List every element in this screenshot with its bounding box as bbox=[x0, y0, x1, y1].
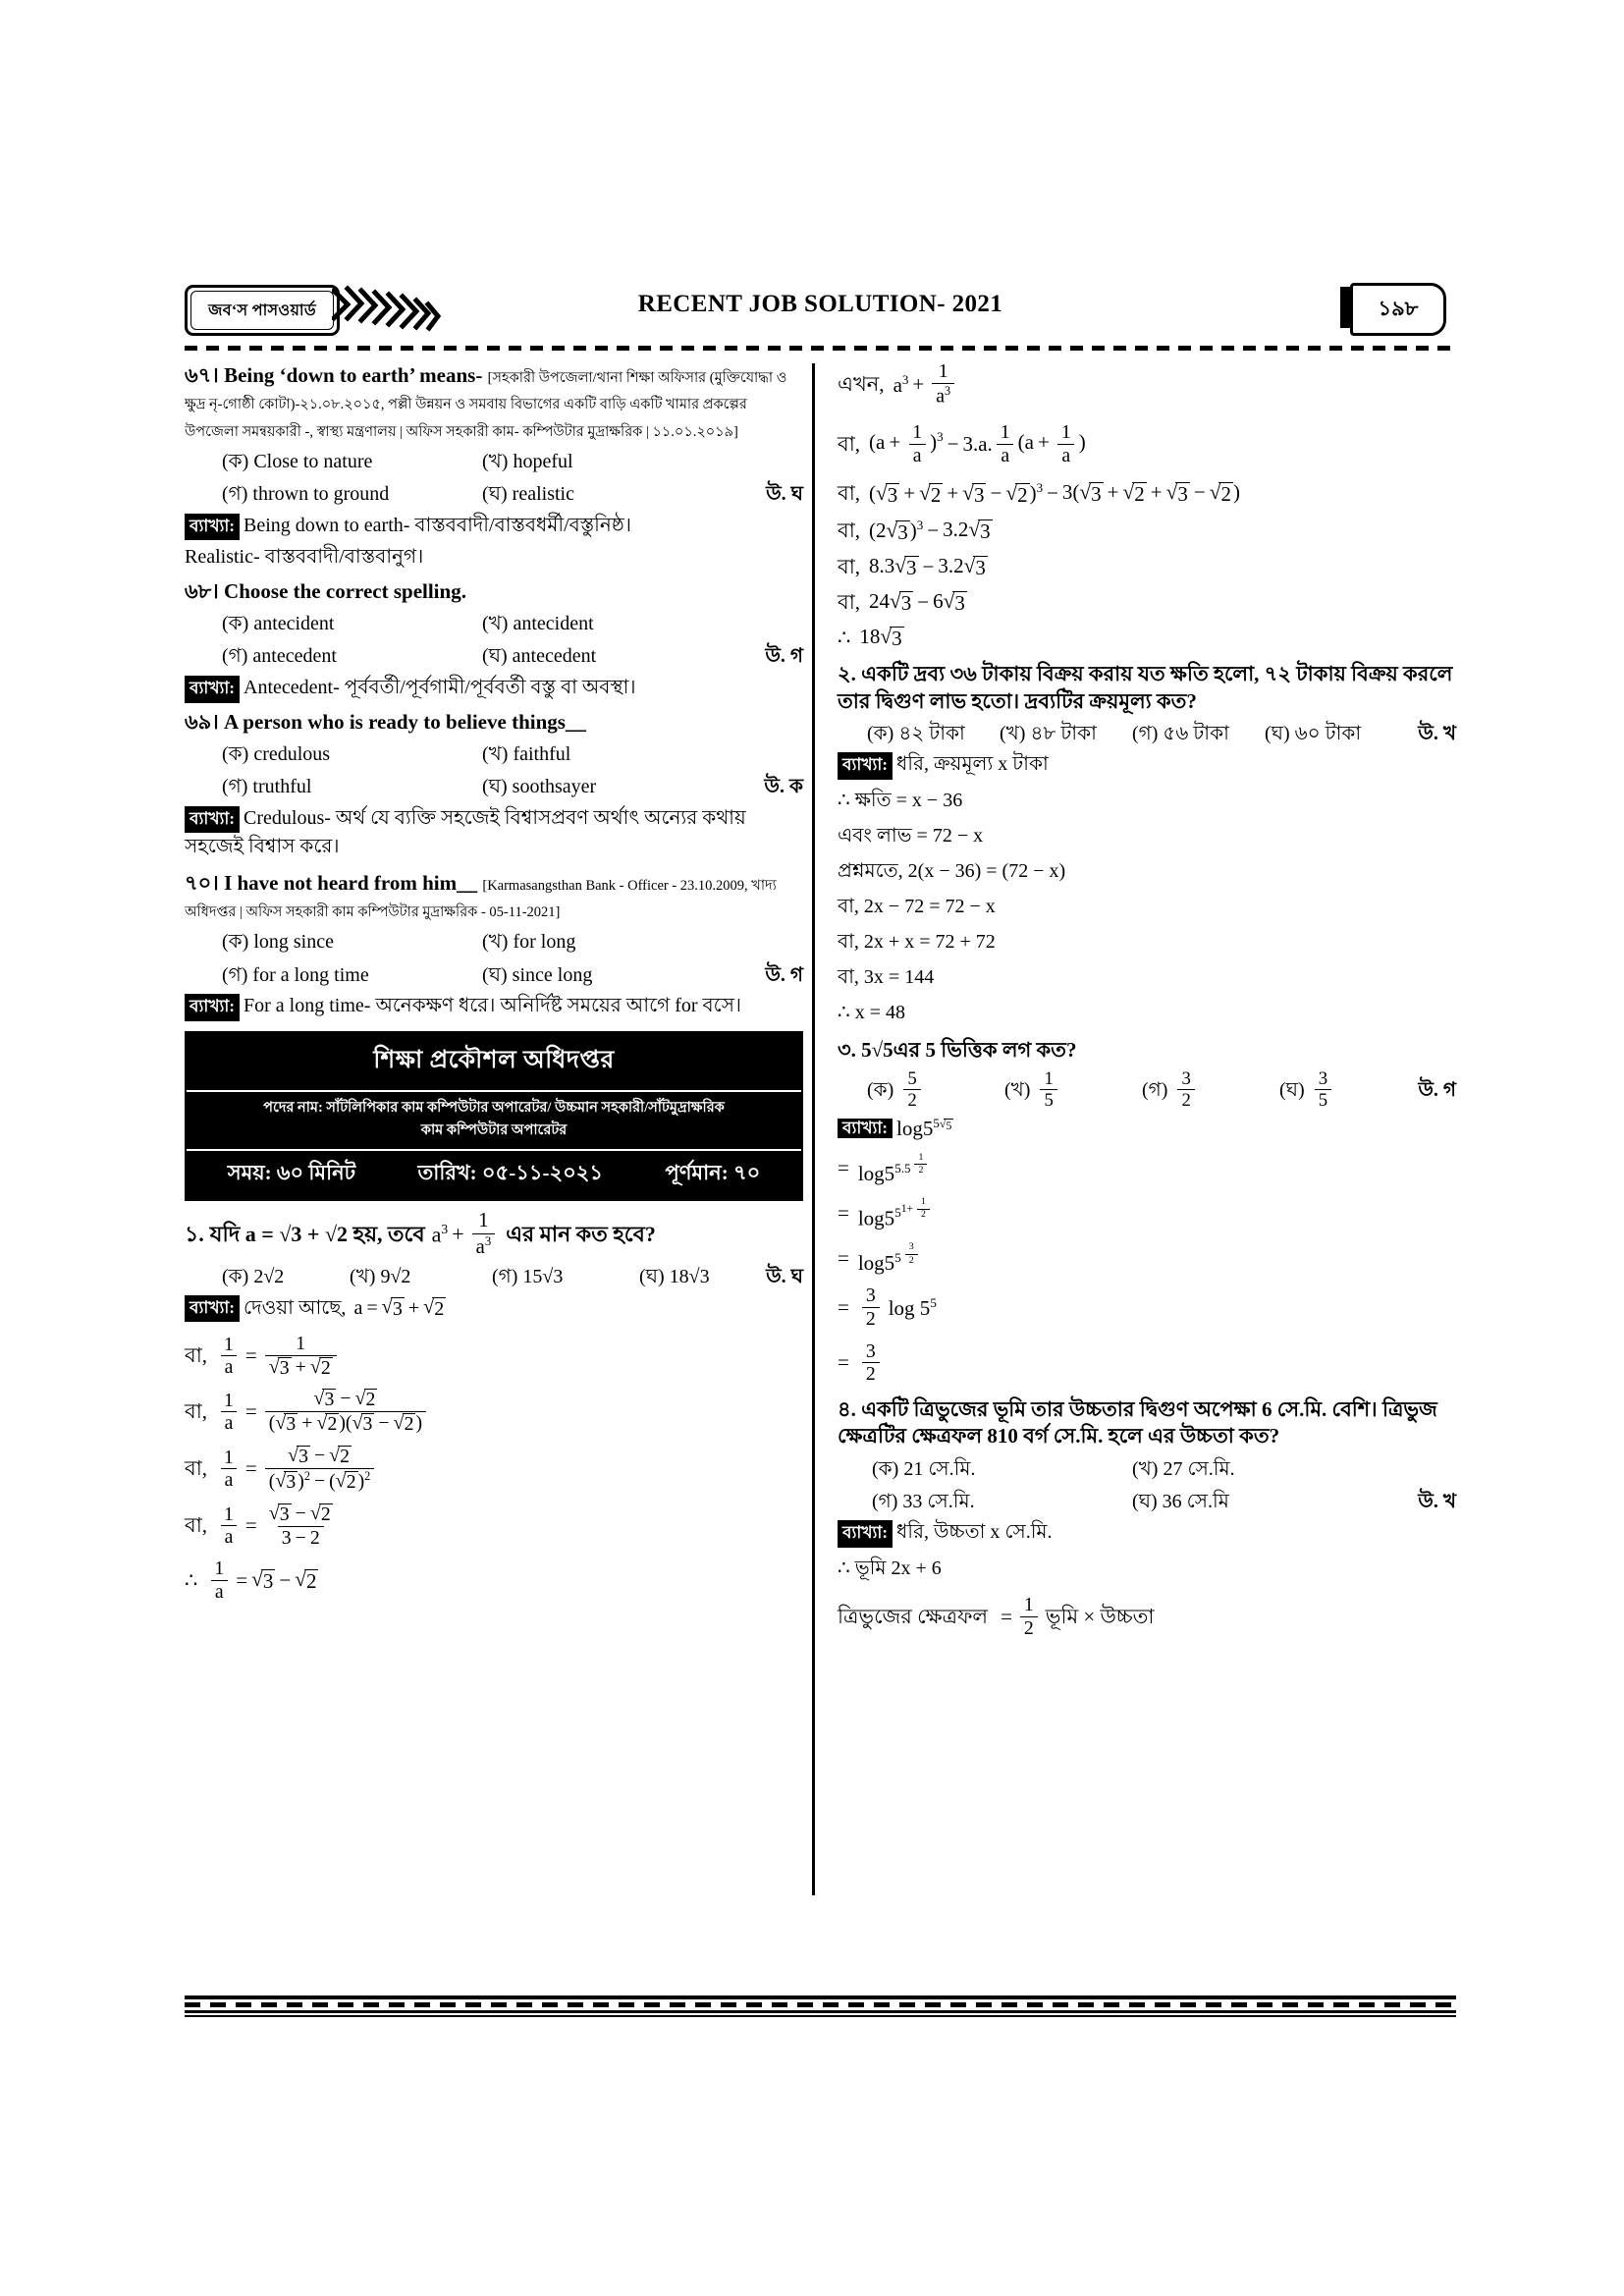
footer-rule-1 bbox=[185, 1995, 1456, 1999]
q1-cont-now: এখন, $a^3$ + $\frac{1}{a^3}$ bbox=[838, 361, 1456, 407]
step-prefix: বা, bbox=[185, 1343, 208, 1368]
question-4-text: একটি ত্রিভুজের ভূমি তার উচ্চতার দ্বিগুণ অপেক্ষা 6 সে.মি. বেশি। ত্রিভুজ ক্ষেত্রটির ক্ষেত্রফল 810 বর্গ সে.মি. হলে এর উচ্চতা কত? bbox=[838, 1397, 1437, 1449]
question-67-heading bbox=[185, 362, 803, 443]
page-footer bbox=[185, 1995, 1456, 2017]
two-column-body bbox=[185, 359, 1456, 1896]
question-4-number: ৪. bbox=[838, 1397, 856, 1422]
question-2-option-ga: (গ) ৫৬ টাকা bbox=[1132, 723, 1229, 745]
question-3-step-5: = $\frac{3}{2}$ $\log 5^5$ bbox=[838, 1285, 937, 1330]
question-1-options bbox=[222, 1263, 803, 1290]
question-1-number: ১. bbox=[185, 1221, 204, 1246]
question-3-step-2: = $\log 5^{5.5 ^{\frac{1}{2}}}$ bbox=[838, 1153, 1456, 1184]
q1-cont-step-4: বা, 8.3 √ 3 − 3.2 √ 3 bbox=[838, 554, 986, 580]
question-70-option-ga: (গ) for a long time bbox=[222, 963, 369, 986]
question-69-explanation bbox=[185, 804, 803, 862]
question-67-number: ৬৭। bbox=[185, 363, 219, 387]
explanation-tag: ব্যাখ্যা: bbox=[185, 1295, 240, 1323]
footer-rule-3 bbox=[185, 2015, 1456, 2017]
question-69-options-row1 bbox=[185, 740, 803, 768]
question-1-step-2: বা, $\frac{1}{a}$ = √ 3 − √ 2 ( √ 3 + √ 2 )( √ 3 − √ 2 ) bbox=[185, 1389, 803, 1434]
question-67-option-kha: (খ) hopeful bbox=[482, 450, 573, 472]
exam-meta-row bbox=[187, 1151, 801, 1199]
question-4-area-tail: ভূমি × উচ্চতা bbox=[1045, 1604, 1155, 1628]
question-68-option-gha: (ঘ) antecedent bbox=[482, 645, 597, 668]
page-header bbox=[185, 281, 1456, 342]
question-68-option-ga: (গ) antecedent bbox=[222, 645, 337, 668]
question-69-option-kha: (খ) faithful bbox=[482, 742, 571, 765]
question-70-options-row2 bbox=[185, 961, 803, 989]
question-67-option-ga: (গ) thrown to ground bbox=[222, 483, 390, 506]
question-3-option-kha-label: (খ) bbox=[1004, 1078, 1031, 1101]
exam-full-marks: পূর্ণমান: ৭০ bbox=[665, 1161, 761, 1185]
question-1-step-3: বা, $\frac{1}{a}$ = √ 3 − √ 2 ( √ 3 )$^2$ − ( √ 2 )$^2$ bbox=[185, 1446, 803, 1493]
question-68-number: ৬৮। bbox=[185, 578, 219, 603]
right-column bbox=[838, 359, 1456, 1896]
brand-label: জব‘স পাসওয়ার্ড bbox=[208, 301, 316, 319]
question-69 bbox=[185, 709, 803, 862]
question-4-option-ga: (গ) 33 সে.মি. bbox=[872, 1491, 975, 1513]
step-prefix: বা, bbox=[185, 1513, 208, 1538]
question-2-step-2: ∴ ক্ষতি = x − 36 bbox=[838, 790, 963, 812]
question-68-options-row2 bbox=[185, 642, 803, 670]
question-1-option-ga: (গ) 15√3 bbox=[492, 1266, 564, 1288]
question-2-explanation-head bbox=[838, 750, 1456, 780]
question-2-answer: উ. খ bbox=[1418, 723, 1456, 745]
question-68-explanation bbox=[185, 674, 803, 703]
question-4-option-kha: (খ) 27 সে.মি. bbox=[1132, 1457, 1235, 1480]
question-2-options bbox=[867, 720, 1456, 747]
question-68-explanation-text: Antecedent- পূর্ববর্তী/পূর্বগামী/পূর্ববর্তী বস্তু বা অবস্থা। bbox=[244, 676, 636, 698]
question-2-step-5: বা, 2x − 72 = 72 − x bbox=[838, 896, 996, 918]
question-3-option-ka-value: $\frac{5}{2}$ bbox=[903, 1069, 920, 1111]
question-70-option-kha: (খ) for long bbox=[482, 931, 576, 954]
question-4-options-row1 bbox=[872, 1455, 1456, 1483]
question-1-given-label: দেওয়া আছে, bbox=[244, 1296, 347, 1319]
question-70-number: ৭০। bbox=[185, 870, 219, 895]
question-3-options bbox=[867, 1069, 1456, 1111]
question-3-step-6: = $\frac{3}{2}$ bbox=[838, 1341, 1456, 1385]
column-divider bbox=[812, 363, 815, 1895]
page-number-bar bbox=[1340, 287, 1350, 328]
question-2-step-6: বা, 2x + x = 72 + 72 bbox=[838, 931, 996, 954]
question-67-text: Being ‘down to earth’ means- bbox=[224, 363, 483, 387]
step-prefix: বা, bbox=[185, 1456, 208, 1481]
question-4-step-1: ধরি, উচ্চতা x সে.মি. bbox=[896, 1521, 1053, 1544]
question-1-step-4: বা, $\frac{1}{a}$ = √ 3 − √ 2 3 − 2 bbox=[185, 1503, 331, 1549]
question-1-answer: উ. ঘ bbox=[766, 1266, 803, 1288]
question-70-citation: [Karmasangsthan Bank - Officer - 23.10.2009, খাদ্য অধিদপ্তর | অফিস সহকারী কাম কম্পিউটার মুদ্রাক্ষরিক - 05-11-2021] bbox=[185, 877, 777, 920]
question-68-options-row1 bbox=[185, 610, 803, 637]
question-70-heading bbox=[185, 870, 803, 924]
question-3-option-gha-label: (ঘ) bbox=[1279, 1078, 1305, 1101]
question-3-option-ka-label: (ক) bbox=[867, 1078, 894, 1101]
q1-cont-step-3: বা, (2 √ 3 )$^3$ − 3.2 √ 3 bbox=[838, 518, 991, 545]
question-3-option-kha-value: $\frac{1}{5}$ bbox=[1040, 1069, 1056, 1111]
question-4 bbox=[838, 1396, 1456, 1639]
question-70-explanation bbox=[185, 992, 803, 1021]
question-69-option-ka: (ক) credulous bbox=[222, 742, 331, 765]
question-1-option-gha: (ঘ) 18√3 bbox=[639, 1266, 710, 1288]
page-title: RECENT JOB SOLUTION- 2021 bbox=[637, 291, 1003, 317]
question-67-options-row2 bbox=[185, 480, 803, 508]
question-3 bbox=[838, 1037, 1456, 1385]
step-prefix: ∴ bbox=[185, 1568, 198, 1593]
question-1-expression: $a^3$ + $\frac{1}{a^3}$ bbox=[432, 1211, 500, 1258]
question-67-option-gha: (ঘ) realistic bbox=[482, 483, 574, 506]
question-69-text: A person who is ready to believe things__ bbox=[224, 709, 586, 734]
question-67-answer: উ. ঘ bbox=[766, 483, 803, 506]
left-column bbox=[185, 359, 803, 1896]
footer-rule-2 bbox=[185, 2010, 1456, 2013]
question-1-text-b: এর মান কত হবে? bbox=[506, 1221, 656, 1246]
question-2 bbox=[838, 661, 1456, 1027]
question-67-explanation-line1: Being down to earth- বাস্তববাদী/বাস্তবধর্মী/বস্তুনিষ্ঠ। bbox=[244, 514, 631, 536]
question-1-continued bbox=[838, 361, 1456, 649]
question-67-citation: [সহকারী উপজেলা/থানা শিক্ষা অফিসার (মুক্তিযোদ্ধা ও ক্ষুদ্র নৃ-গোষ্ঠী কোটা)-২১.০৮.২০১৫, পল্লী উন্নয়ন ও সমবায় বিভাগের একটি বাড়ি একটি খামার প্রকল্পের উপজেলা সমন্বয়কারী -, স্বাস্থ্য মন্ত্রণালয় | অফিস সহকারী কাম- কম্পিউটার মুদ্রাক্ষরিক | ১১.০১.২০১৯] bbox=[185, 370, 787, 440]
question-2-step-3: এবং লাভ = 72 − x bbox=[838, 825, 984, 847]
explanation-tag: ব্যাখ্যা: bbox=[185, 806, 240, 834]
page-number: ১৯৮ bbox=[1350, 283, 1446, 336]
explanation-tag: ব্যাখ্যা: bbox=[838, 1520, 893, 1548]
question-69-heading bbox=[185, 709, 803, 736]
footer-rule-dashed bbox=[185, 2002, 1456, 2007]
now-label: এখন, bbox=[838, 371, 885, 396]
question-2-number: ২. bbox=[838, 662, 856, 686]
question-2-option-ka: (ক) ৪২ টাকা bbox=[867, 723, 965, 745]
q1-cont-step-6: ∴ 18 √ 3 bbox=[838, 625, 902, 651]
question-4-area-label: ত্রিভুজের ক্ষেত্রফল bbox=[838, 1604, 989, 1628]
question-1-option-kha: (খ) 9√2 bbox=[350, 1266, 411, 1288]
question-2-option-kha: (খ) ৪৮ টাকা bbox=[1000, 723, 1097, 745]
question-68-heading bbox=[185, 578, 803, 605]
question-68 bbox=[185, 578, 803, 703]
explanation-tag: ব্যাখ্যা: bbox=[838, 752, 893, 780]
question-67-options-row1 bbox=[185, 448, 803, 475]
q1-cont-step-5: বা, 24 √ 3 − 6 √ 3 bbox=[838, 589, 965, 616]
explanation-tag: ব্যাখ্যা: bbox=[185, 994, 240, 1021]
question-4-answer: উ. খ bbox=[1418, 1491, 1456, 1513]
question-2-heading bbox=[838, 661, 1456, 715]
question-1-step-5: ∴ $\frac{1}{a}$ = √ 3 − √ 2 bbox=[185, 1558, 317, 1604]
header-divider-rule bbox=[185, 346, 1456, 351]
question-1-option-ka: (ক) 2√2 bbox=[222, 1266, 285, 1288]
question-1-step-1: বা, $\frac{1}{a}$ = 1 √ 3 + √ 2 bbox=[185, 1334, 803, 1378]
question-1-heading bbox=[185, 1211, 803, 1258]
question-1-text-a: যদি a = √3 + √2 হয়, তবে bbox=[209, 1221, 425, 1246]
question-3-step-3: = $\log 5^{5^{1+ \frac{1}{2}}}$ bbox=[838, 1198, 1456, 1229]
question-67 bbox=[185, 362, 803, 573]
question-68-option-kha: (খ) antecident bbox=[482, 612, 594, 634]
explanation-tag: ব্যাখ্যা: bbox=[185, 514, 240, 541]
question-3-option-ga-label: (গ) bbox=[1142, 1078, 1168, 1101]
question-68-option-ka: (ক) antecident bbox=[222, 612, 335, 634]
exam-date: তারিখ: ০৫-১১-২০২১ bbox=[417, 1161, 604, 1185]
question-68-text: Choose the correct spelling. bbox=[224, 578, 466, 603]
question-2-step-8: ∴ x = 48 bbox=[838, 1002, 906, 1024]
question-3-number: ৩. bbox=[838, 1038, 856, 1063]
question-70-option-ka: (ক) long since bbox=[222, 931, 334, 954]
question-70-text: I have not heard from him__ bbox=[224, 870, 478, 895]
question-70-options-row1 bbox=[185, 928, 803, 956]
question-1-explanation-head bbox=[185, 1294, 803, 1323]
question-2-option-gha: (ঘ) ৬০ টাকা bbox=[1265, 723, 1362, 745]
explanation-tag: ব্যাখ্যা: bbox=[838, 1119, 893, 1138]
question-3-option-gha-value: $\frac{3}{5}$ bbox=[1315, 1069, 1331, 1111]
question-67-explanation-line2-wrap bbox=[185, 543, 803, 572]
question-69-option-gha: (ঘ) soothsayer bbox=[482, 776, 597, 798]
question-4-step-3: ত্রিভুজের ক্ষেত্রফল = $\frac{1}{2}$ ভূমি × উচ্চতা bbox=[838, 1594, 1155, 1639]
question-3-option-ga-value: $\frac{3}{2}$ bbox=[1177, 1069, 1194, 1111]
question-67-explanation bbox=[185, 512, 803, 541]
question-70-option-gha: (ঘ) since long bbox=[482, 963, 593, 986]
question-1 bbox=[185, 1211, 803, 1603]
question-67-explanation-line2: Realistic- বাস্তববাদী/বাস্তবানুগ। bbox=[185, 546, 424, 569]
question-2-text: একটি দ্রব্য ৩৬ টাকায় বিক্রয় করায় যত ক্ষতি হলো, ৭২ টাকায় বিক্রয় করলে তার দ্বিগুণ লাভ হতো। দ্রব্যটির ক্রয়মূল্য কত? bbox=[838, 662, 1453, 713]
question-2-step-4: প্রশ্নমতে, 2(x − 36) = (72 − x) bbox=[838, 860, 1066, 883]
question-4-step-2: ∴ ভূমি 2x + 6 bbox=[838, 1558, 942, 1580]
question-69-options-row2 bbox=[185, 773, 803, 800]
question-4-option-gha: (ঘ) 36 সে.মি bbox=[1132, 1491, 1229, 1513]
question-69-number: ৬৯। bbox=[185, 709, 219, 734]
question-3-text: 5√5এর 5 ভিত্তিক লগ কত? bbox=[861, 1038, 1077, 1063]
question-4-option-ka: (ক) 21 সে.মি. bbox=[872, 1457, 976, 1480]
question-69-explanation-text: Credulous- অর্থ যে ব্যক্তি সহজেই বিশ্বাসপ্রবণ অর্থাৎ অন্যের কথায় সহজেই বিশ্বাস করে। bbox=[185, 806, 746, 858]
q1-cont-step-1: বা, (a + $\frac{1}{a}$ )$^3$ − 3.a. $\frac{1}{a}$ (a + $\frac{1}{a}$ ) bbox=[838, 421, 1086, 466]
question-69-answer: উ. ক bbox=[764, 776, 803, 798]
question-3-step-4: = $\log 5^{5 ^{\frac{3}{2}}}$ bbox=[838, 1242, 1456, 1274]
question-3-answer: উ. গ bbox=[1418, 1078, 1456, 1101]
question-70-explanation-text: For a long time- অনেকক্ষণ ধরে। অনির্দিষ্ট সময়ের আগে for বসে। bbox=[244, 995, 742, 1017]
question-4-half-fraction: $\frac{1}{2}$ bbox=[1020, 1595, 1038, 1638]
question-1-given-expr: a = √ 3 + √ 2 bbox=[353, 1296, 445, 1321]
question-70-answer: উ. গ bbox=[765, 963, 803, 986]
question-68-answer: উ. গ bbox=[765, 645, 803, 668]
exam-organization: শিক্ষা প্রকৌশল অধিদপ্তর bbox=[373, 1046, 615, 1073]
question-2-step-1: ধরি, ক্রয়মূল্য x টাকা bbox=[896, 753, 1049, 776]
exam-info-box bbox=[185, 1031, 803, 1201]
step-prefix: বা, bbox=[185, 1399, 208, 1424]
question-4-explanation-head bbox=[838, 1518, 1456, 1548]
q1-cont-step-2: বা, ( √ 3 + √ 2 + √ 3 − √ 2 )$^3$ − 3( √ 3 + √ 2 + √ 3 − √ 2 ) bbox=[838, 480, 1240, 508]
question-2-step-7: বা, 3x = 144 bbox=[838, 966, 935, 989]
question-3-heading bbox=[838, 1037, 1456, 1064]
question-70 bbox=[185, 870, 803, 1021]
question-3-explanation-head: ব্যাখ্যা: $\log 5^{5 √ 5}$ bbox=[838, 1117, 1456, 1139]
question-67-option-ka: (ক) Close to nature bbox=[222, 450, 373, 472]
question-4-heading bbox=[838, 1396, 1456, 1450]
exam-post-line2: কাম কম্পিউটার অপারেটর bbox=[420, 1122, 568, 1139]
question-4-options-row2 bbox=[872, 1488, 1456, 1515]
question-69-option-ga: (গ) truthful bbox=[222, 776, 312, 798]
explanation-tag: ব্যাখ্যা: bbox=[185, 676, 240, 703]
exam-post-line1: পদের নাম: সাঁটলিপিকার কাম কম্পিউটার অপারেটর/ উচ্চমান সহকারী/সাঁটমুদ্রাক্ষরিক bbox=[263, 1099, 725, 1116]
exam-time: সময়: ৬০ মিনিট bbox=[227, 1161, 356, 1185]
